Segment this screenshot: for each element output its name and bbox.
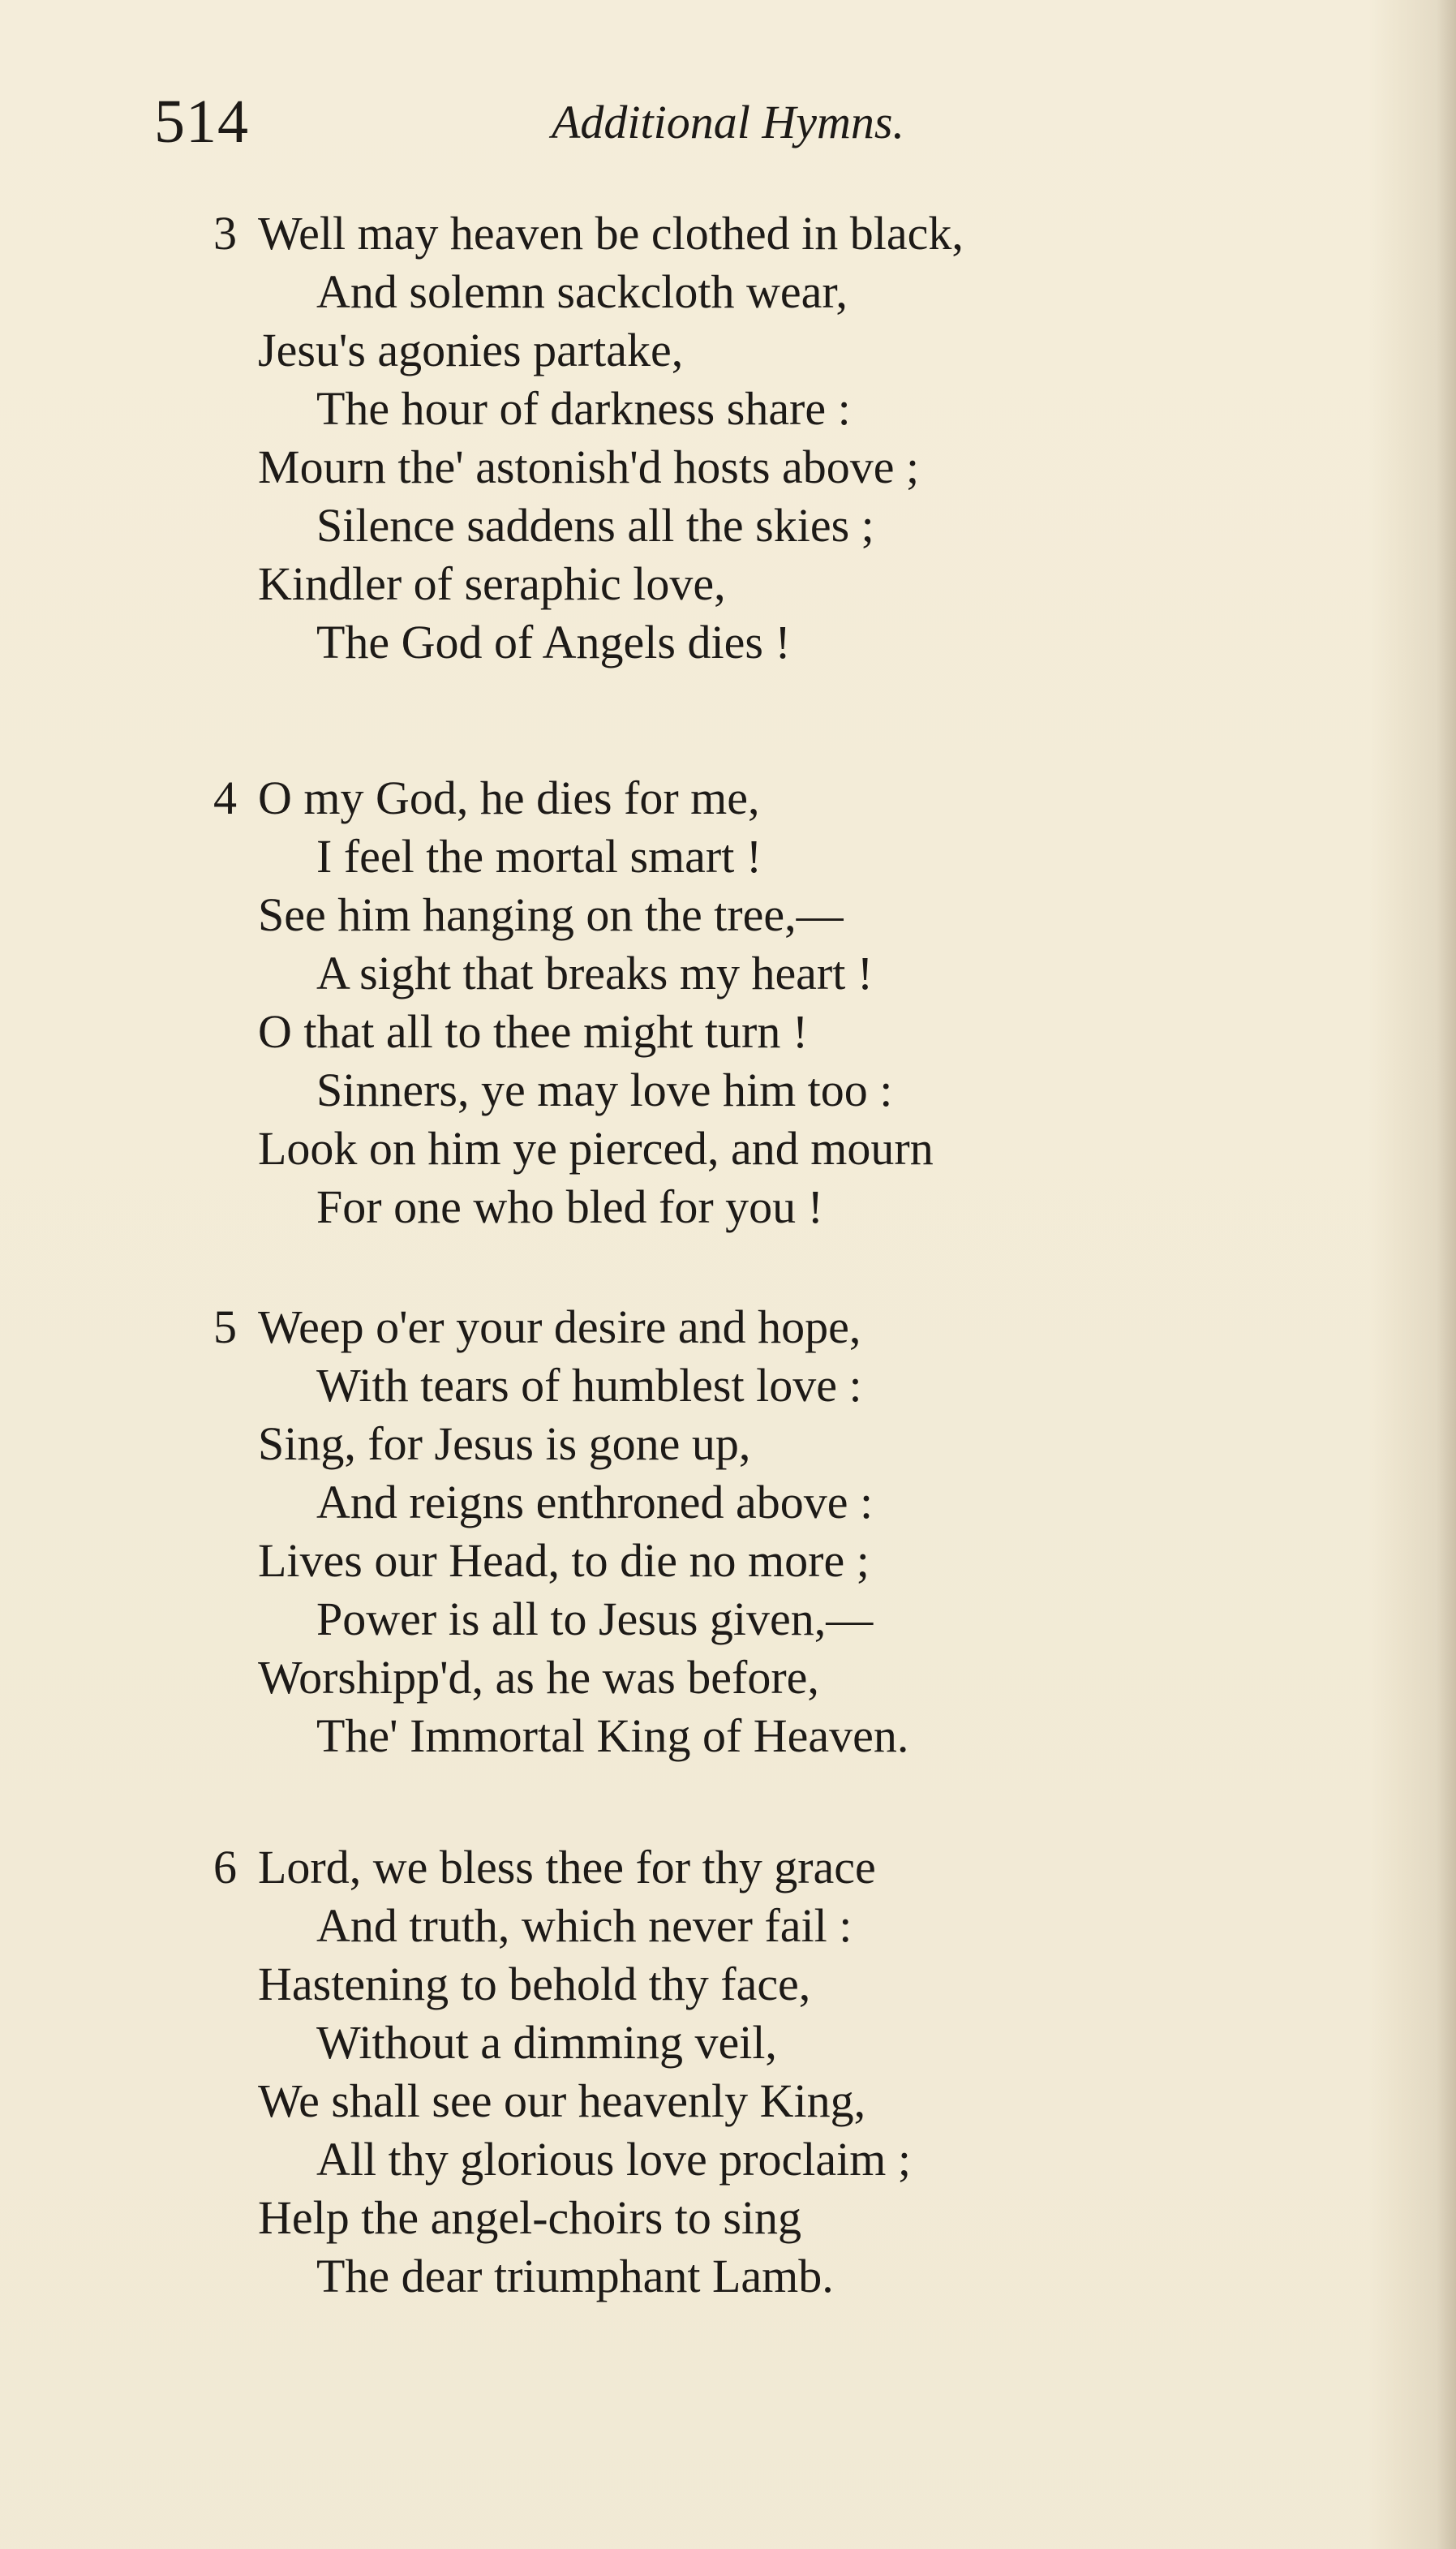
page-edge-shadow: [1437, 0, 1456, 2549]
stanza-line: A sight that breaks my heart !: [316, 947, 874, 999]
stanza-line: And solemn sackcloth wear,: [316, 265, 848, 318]
stanza-line: Worshipp'd, as he was before,: [258, 1651, 819, 1704]
stanza-line: [213, 1298, 1312, 1356]
stanza-line: We shall see our heavenly King,: [258, 2074, 866, 2127]
stanza-line: Mourn the' astonish'd hosts above ;: [258, 441, 920, 493]
stanza-line: Look on him ye pierced, and mourn: [258, 1122, 934, 1175]
stanza-number: 5: [213, 1300, 237, 1353]
stanza-line: I feel the mortal smart !: [316, 830, 762, 883]
running-title: Additional Hymns.: [552, 96, 904, 148]
stanza-line: Sinners, ye may love him too :: [316, 1064, 893, 1116]
stanza-line: With tears of humblest love :: [316, 1359, 862, 1412]
stanza-number: 6: [213, 1841, 237, 1893]
stanza-line: The God of Angels dies !: [316, 616, 791, 668]
stanza-line: Help the angel-choirs to sing: [258, 2191, 802, 2244]
stanza-line: See him hanging on the tree,—: [258, 888, 844, 941]
stanza-line-text: Lord, we bless thee for thy grace: [258, 1841, 876, 1893]
stanza-line: Sing, for Jesus is gone up,: [258, 1417, 751, 1470]
stanza-line: All thy glorious love proclaim ;: [316, 2133, 911, 2186]
page-header: [154, 88, 1046, 172]
stanza-line-text: O my God, he dies for me,: [258, 772, 760, 824]
stanza-line-text: Weep o'er your desire and hope,: [258, 1300, 861, 1353]
stanza-line: Silence saddens all the skies ;: [316, 499, 874, 552]
stanza-line: [213, 204, 1312, 263]
stanza-line: Power is all to Jesus given,—: [316, 1593, 874, 1645]
stanza-line: The' Immortal King of Heaven.: [316, 1709, 909, 1762]
stanza-line: The hour of darkness share :: [316, 382, 851, 435]
stanza-line: Kindler of seraphic love,: [258, 557, 726, 610]
stanza-line: [213, 769, 1312, 827]
stanza-number: 3: [213, 207, 237, 260]
stanza-5: [213, 1298, 1312, 1765]
stanza-line: And reigns enthroned above :: [316, 1476, 874, 1528]
stanza-6: [213, 1838, 1312, 2306]
stanza-line: The dear triumphant Lamb.: [316, 2250, 834, 2302]
page-number: 514: [154, 88, 249, 156]
stanza-line: Without a dimming veil,: [316, 2016, 777, 2069]
stanza-3: [213, 204, 1312, 672]
stanza-4: [213, 769, 1312, 1236]
stanza-line: For one who bled for you !: [316, 1180, 824, 1233]
stanza-line: Lives our Head, to die no more ;: [258, 1534, 870, 1587]
stanza-line: [213, 1838, 1312, 1897]
stanza-line: O that all to thee might turn !: [258, 1005, 809, 1058]
stanza-line-text: Well may heaven be clothed in black,: [258, 207, 964, 260]
stanza-line: Hastening to behold thy face,: [258, 1958, 811, 2010]
stanza-line: Jesu's agonies partake,: [258, 324, 684, 376]
stanza-number: 4: [213, 772, 237, 824]
stanza-line: And truth, which never fail :: [316, 1899, 853, 1952]
